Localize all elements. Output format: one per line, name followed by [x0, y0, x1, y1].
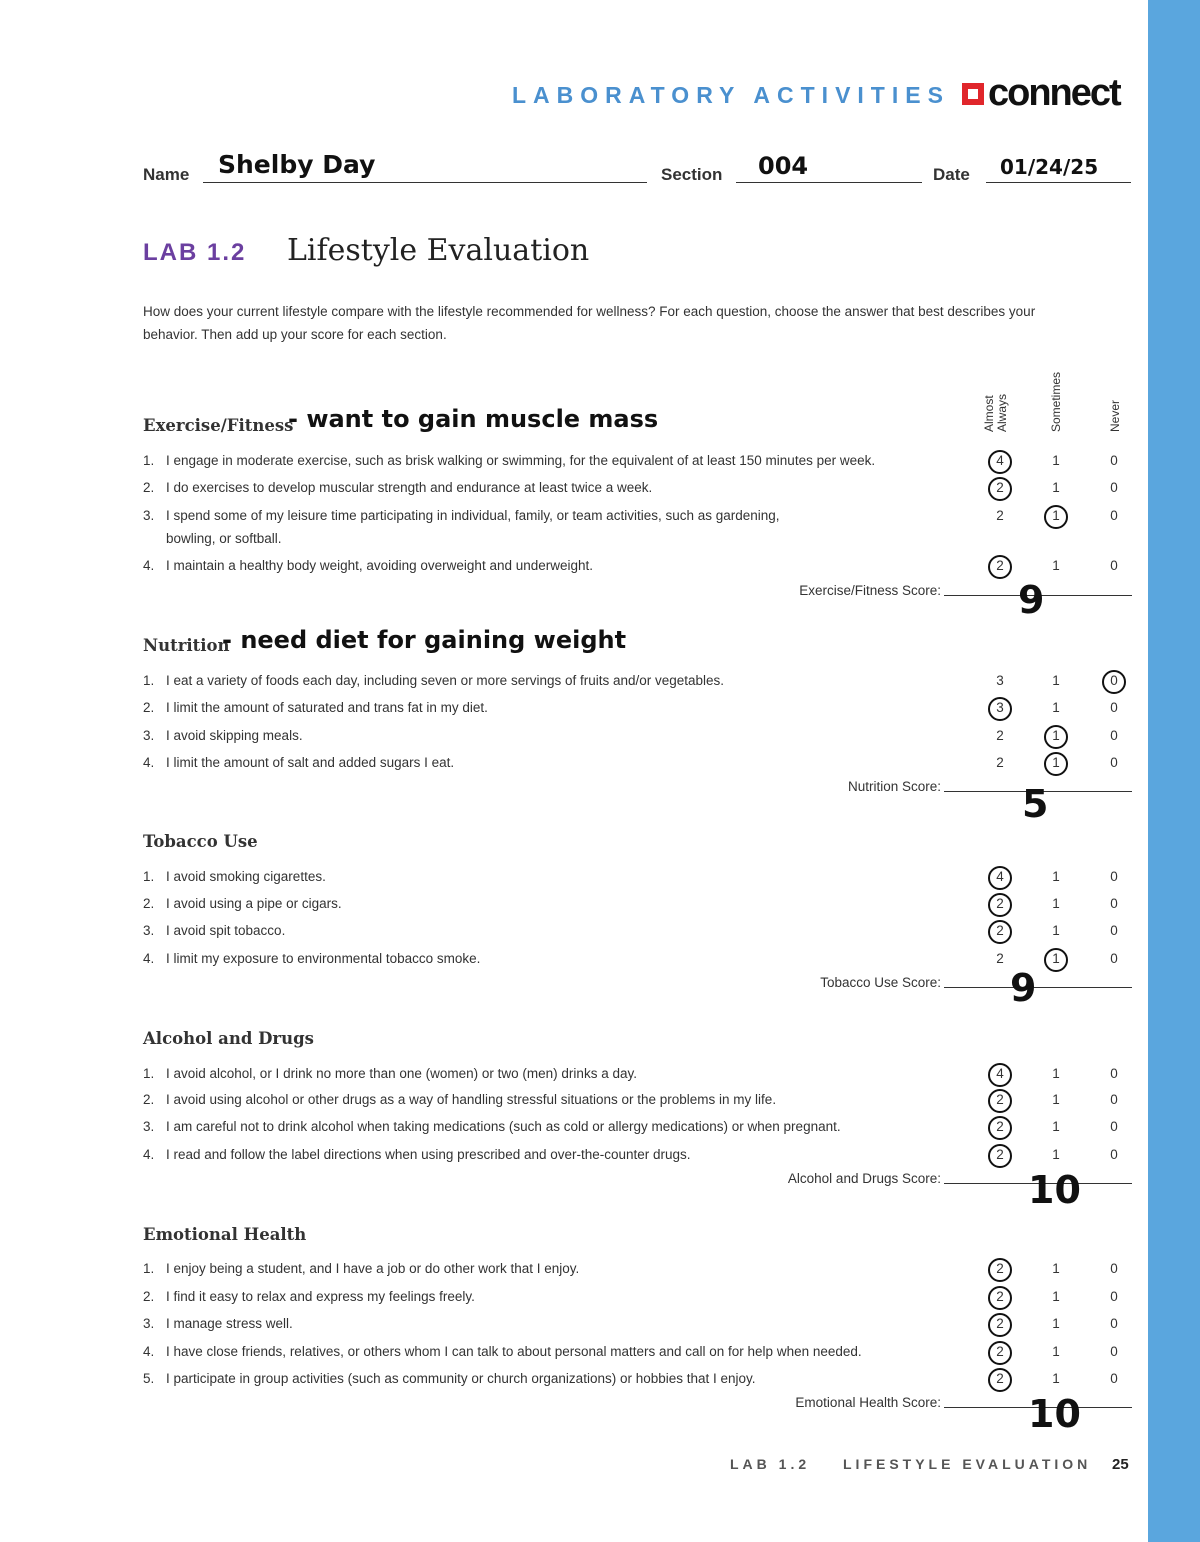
selected-answer-circle	[988, 1313, 1012, 1337]
section-line	[736, 182, 922, 183]
question-row	[143, 449, 963, 472]
selected-answer-circle	[988, 555, 1012, 579]
answer-option[interactable]: 3	[996, 673, 1004, 688]
question-row	[143, 1285, 963, 1308]
answer-option[interactable]: 1	[1052, 728, 1060, 743]
question-text: I limit the amount of saturated and trans fat in my diet.	[166, 700, 488, 715]
answer-option[interactable]: 0	[1110, 869, 1118, 884]
question-row	[143, 1115, 963, 1138]
question-number: 2.	[143, 1092, 155, 1107]
answer-option[interactable]: 3	[996, 700, 1004, 715]
answer-option[interactable]: 1	[1052, 673, 1060, 688]
name-label: Name	[143, 165, 190, 184]
answer-option[interactable]: 1	[1052, 1371, 1060, 1386]
answer-option[interactable]: 2	[996, 1344, 1004, 1359]
name-line	[203, 182, 647, 183]
question-row	[143, 1340, 963, 1363]
answer-option[interactable]: 1	[1052, 1289, 1060, 1304]
question-number: 3.	[143, 728, 155, 743]
question-text: I limit my exposure to environmental tobacco smoke.	[166, 951, 481, 966]
answer-option[interactable]: 2	[996, 508, 1004, 523]
question-row	[143, 504, 963, 550]
question-number: 3.	[143, 1119, 155, 1134]
section-score-label: Nutrition Score:	[847, 779, 941, 794]
question-number: 2.	[143, 480, 155, 495]
question-number: 1.	[143, 1261, 155, 1276]
answer-option[interactable]: 1	[1052, 1092, 1060, 1107]
question-row	[143, 554, 963, 577]
question-row	[143, 1062, 963, 1085]
answer-option[interactable]: 0	[1110, 1316, 1118, 1331]
answer-option[interactable]: 1	[1052, 755, 1060, 770]
section-score-value[interactable]: 10	[1028, 1168, 1081, 1212]
question-number: 1.	[143, 453, 155, 468]
question-text: I participate in group activities (such as community or church organizations) or hobbies that I enjoy.	[166, 1371, 756, 1386]
selected-answer-circle	[988, 866, 1012, 890]
answer-option[interactable]: 1	[1052, 508, 1060, 523]
answer-option[interactable]: 1	[1052, 951, 1060, 966]
question-number: 1.	[143, 1066, 155, 1081]
question-row	[143, 751, 963, 774]
question-row	[143, 696, 963, 719]
intro-text: How does your current lifestyle compare with the lifestyle recommended for wellness? For each question, choose the answer that best describes your behavior. Then add up your score for each section.	[143, 304, 1036, 342]
date-label: Date	[933, 165, 970, 184]
question-text: I read and follow the label directions when using prescribed and over-the-counter drugs.	[166, 1147, 691, 1162]
question-number: 3.	[143, 508, 155, 523]
answer-option[interactable]: 2	[996, 1092, 1004, 1107]
section-score-label: Tobacco Use Score:	[820, 975, 941, 990]
answer-option[interactable]: 1	[1052, 700, 1060, 715]
answer-option[interactable]: 1	[1052, 1261, 1060, 1276]
selected-answer-circle	[988, 893, 1012, 917]
question-text: I engage in moderate exercise, such as brisk walking or swimming, for the equivalent of at least 150 minutes per week.	[166, 453, 876, 468]
section-score-label: Emotional Health Score:	[795, 1395, 941, 1410]
question-row	[143, 947, 963, 970]
answer-option[interactable]: 2	[996, 558, 1004, 573]
question-text: I avoid using alcohol or other drugs as a way of handling stressful situations or the problems in my life.	[166, 1092, 777, 1107]
answer-option[interactable]: 0	[1110, 1119, 1118, 1134]
question-number: 4.	[143, 951, 155, 966]
answer-option[interactable]: 0	[1110, 558, 1118, 573]
answer-option[interactable]: 0	[1110, 480, 1118, 495]
selected-answer-circle	[988, 1258, 1012, 1282]
answer-option[interactable]: 1	[1052, 480, 1060, 495]
answer-option[interactable]: 1	[1052, 1316, 1060, 1331]
question-text: I maintain a healthy body weight, avoiding overweight and underweight.	[166, 558, 594, 573]
answer-option[interactable]: 2	[996, 728, 1004, 743]
section-handwritten-note: - want to gain muscle mass	[288, 405, 659, 433]
answer-option[interactable]: 4	[996, 869, 1004, 884]
question-row	[143, 1088, 963, 1111]
question-number: 1.	[143, 673, 155, 688]
selected-answer-circle	[1102, 670, 1126, 694]
answer-option[interactable]: 1	[1052, 453, 1060, 468]
question-row	[143, 1367, 963, 1390]
question-text: I am careful not to drink alcohol when taking medications (such as cold or allergy medications) or when pregnant.	[166, 1119, 841, 1134]
page-edge-bar	[1148, 0, 1200, 1542]
date-value[interactable]: 01/24/25	[1000, 155, 1099, 179]
question-text: I avoid using a pipe or cigars.	[166, 896, 342, 911]
answer-option[interactable]: 4	[996, 1066, 1004, 1081]
answer-option[interactable]: 2	[996, 896, 1004, 911]
lab-number: LAB 1.2	[143, 239, 247, 266]
answer-option[interactable]: 0	[1110, 951, 1118, 966]
lab-title: Lifestyle Evaluation	[287, 233, 590, 268]
answer-option[interactable]: 0	[1110, 1289, 1118, 1304]
selected-answer-circle	[988, 1116, 1012, 1140]
question-number: 4.	[143, 1147, 155, 1162]
selected-answer-circle	[1044, 948, 1068, 972]
question-text: I eat a variety of foods each day, including seven or more servings of fruits and/or vegetables.	[166, 673, 725, 688]
answer-option[interactable]: 0	[1110, 1066, 1118, 1081]
question-text: I avoid spit tobacco.	[166, 923, 286, 938]
section-score-line	[944, 987, 1132, 988]
section-title: Emotional Health	[143, 1225, 307, 1244]
connect-logo-text: connect	[988, 72, 1120, 114]
section-value[interactable]: 004	[758, 152, 809, 180]
answer-option[interactable]: 0	[1110, 923, 1118, 938]
answer-option[interactable]: 2	[996, 1289, 1004, 1304]
question-number: 4.	[143, 558, 155, 573]
question-text: I avoid alcohol, or I drink no more than one (women) or two (men) drinks a day.	[166, 1066, 637, 1081]
connect-logo	[962, 72, 1120, 115]
section-score-value[interactable]: 9	[1018, 578, 1045, 622]
name-value[interactable]: Shelby Day	[218, 150, 376, 179]
connect-logo-icon	[962, 83, 984, 105]
answer-option[interactable]: 0	[1110, 700, 1118, 715]
question-number: 2.	[143, 700, 155, 715]
answer-option[interactable]: 2	[996, 755, 1004, 770]
section-score-value[interactable]: 10	[1028, 1392, 1081, 1436]
selected-answer-circle	[988, 1368, 1012, 1392]
answer-option[interactable]: 0	[1110, 755, 1118, 770]
question-number: 4.	[143, 1344, 155, 1359]
column-header-never: Never	[1108, 399, 1122, 432]
section-title: Tobacco Use	[143, 832, 258, 851]
page-number: 25	[1112, 1456, 1129, 1473]
laboratory-activities-header: LABORATORY ACTIVITIES	[512, 82, 950, 108]
answer-option[interactable]: 0	[1110, 1092, 1118, 1107]
answer-option[interactable]: 2	[996, 951, 1004, 966]
column-header-sometimes: Sometimes	[1049, 371, 1063, 432]
question-text: I avoid skipping meals.	[166, 728, 303, 743]
answer-option[interactable]: 1	[1052, 1066, 1060, 1081]
selected-answer-circle	[988, 1144, 1012, 1168]
selected-answer-circle	[1044, 752, 1068, 776]
question-number: 5.	[143, 1371, 155, 1386]
selected-answer-circle	[988, 450, 1012, 474]
answer-option[interactable]: 1	[1052, 1344, 1060, 1359]
footer-lab: LAB 1.2	[730, 1456, 811, 1472]
answer-option[interactable]: 2	[996, 1316, 1004, 1331]
answer-option[interactable]: 4	[996, 453, 1004, 468]
section-score-label: Exercise/Fitness Score:	[799, 583, 941, 598]
date-line	[986, 182, 1131, 183]
question-text: I enjoy being a student, and I have a job or do other work that I enjoy.	[166, 1261, 580, 1276]
answer-option[interactable]: 2	[996, 1261, 1004, 1276]
answer-option[interactable]: 2	[996, 1147, 1004, 1162]
section-handwritten-note: - need diet for gaining weight	[222, 626, 627, 654]
section-title: Alcohol and Drugs	[143, 1029, 314, 1048]
answer-option[interactable]: 1	[1052, 558, 1060, 573]
column-header-almost-always: Almost Always	[982, 393, 1009, 432]
answer-option[interactable]: 1	[1052, 896, 1060, 911]
answer-option[interactable]: 0	[1110, 453, 1118, 468]
answer-option[interactable]: 0	[1110, 1371, 1118, 1386]
question-row	[143, 1312, 963, 1335]
selected-answer-circle	[988, 1341, 1012, 1365]
answer-option[interactable]: 0	[1110, 1344, 1118, 1359]
section-score-label: Alcohol and Drugs Score:	[787, 1171, 941, 1186]
question-row	[143, 724, 963, 747]
question-row	[143, 919, 963, 942]
selected-answer-circle	[988, 1089, 1012, 1113]
selected-answer-circle	[1044, 725, 1068, 749]
question-row	[143, 865, 963, 888]
answer-option[interactable]: 1	[1052, 1119, 1060, 1134]
answer-option[interactable]: 0	[1110, 728, 1118, 743]
answer-option[interactable]: 1	[1052, 923, 1060, 938]
selected-answer-circle	[988, 920, 1012, 944]
section-score-value[interactable]: 9	[1010, 966, 1037, 1010]
question-row	[143, 669, 963, 692]
answer-option[interactable]: 0	[1110, 896, 1118, 911]
answer-option[interactable]: 0	[1110, 673, 1118, 688]
question-number: 1.	[143, 869, 155, 884]
answer-option[interactable]: 0	[1110, 1147, 1118, 1162]
question-text: I have close friends, relatives, or others whom I can talk to about personal matters and call on for help when needed.	[166, 1344, 862, 1359]
section-label: Section	[661, 165, 723, 184]
question-text: I find it easy to relax and express my feelings freely.	[166, 1289, 475, 1304]
question-number: 4.	[143, 755, 155, 770]
footer-title: LIFESTYLE EVALUATION	[843, 1456, 1092, 1472]
question-text-continued: bowling, or softball.	[166, 531, 282, 546]
section-score-value[interactable]: 5	[1022, 782, 1049, 826]
question-text: I manage stress well.	[166, 1316, 293, 1331]
selected-answer-circle	[988, 1286, 1012, 1310]
answer-option[interactable]: 2	[996, 480, 1004, 495]
question-row	[143, 1143, 963, 1166]
selected-answer-circle	[988, 697, 1012, 721]
answer-option[interactable]: 0	[1110, 508, 1118, 523]
answer-option[interactable]: 2	[996, 1371, 1004, 1386]
question-text: I do exercises to develop muscular strength and endurance at least twice a week.	[166, 480, 653, 495]
selected-answer-circle	[988, 1063, 1012, 1087]
answer-option[interactable]: 1	[1052, 869, 1060, 884]
answer-option[interactable]: 2	[996, 923, 1004, 938]
section-title: Exercise/Fitness	[143, 416, 294, 435]
question-text: I limit the amount of salt and added sugars I eat.	[166, 755, 455, 770]
question-row	[143, 476, 963, 499]
answer-option[interactable]: 0	[1110, 1261, 1118, 1276]
selected-answer-circle	[988, 477, 1012, 501]
question-text: I avoid smoking cigarettes.	[166, 869, 326, 884]
section-title: Nutrition	[143, 636, 230, 655]
selected-answer-circle	[1044, 505, 1068, 529]
question-number: 3.	[143, 923, 155, 938]
question-text: I spend some of my leisure time participating in individual, family, or team activities, such as gardening,	[166, 508, 780, 523]
question-number: 3.	[143, 1316, 155, 1331]
question-row	[143, 892, 963, 915]
answer-option[interactable]: 1	[1052, 1147, 1060, 1162]
answer-option[interactable]: 2	[996, 1119, 1004, 1134]
question-number: 2.	[143, 1289, 155, 1304]
question-number: 2.	[143, 896, 155, 911]
question-row	[143, 1257, 963, 1280]
